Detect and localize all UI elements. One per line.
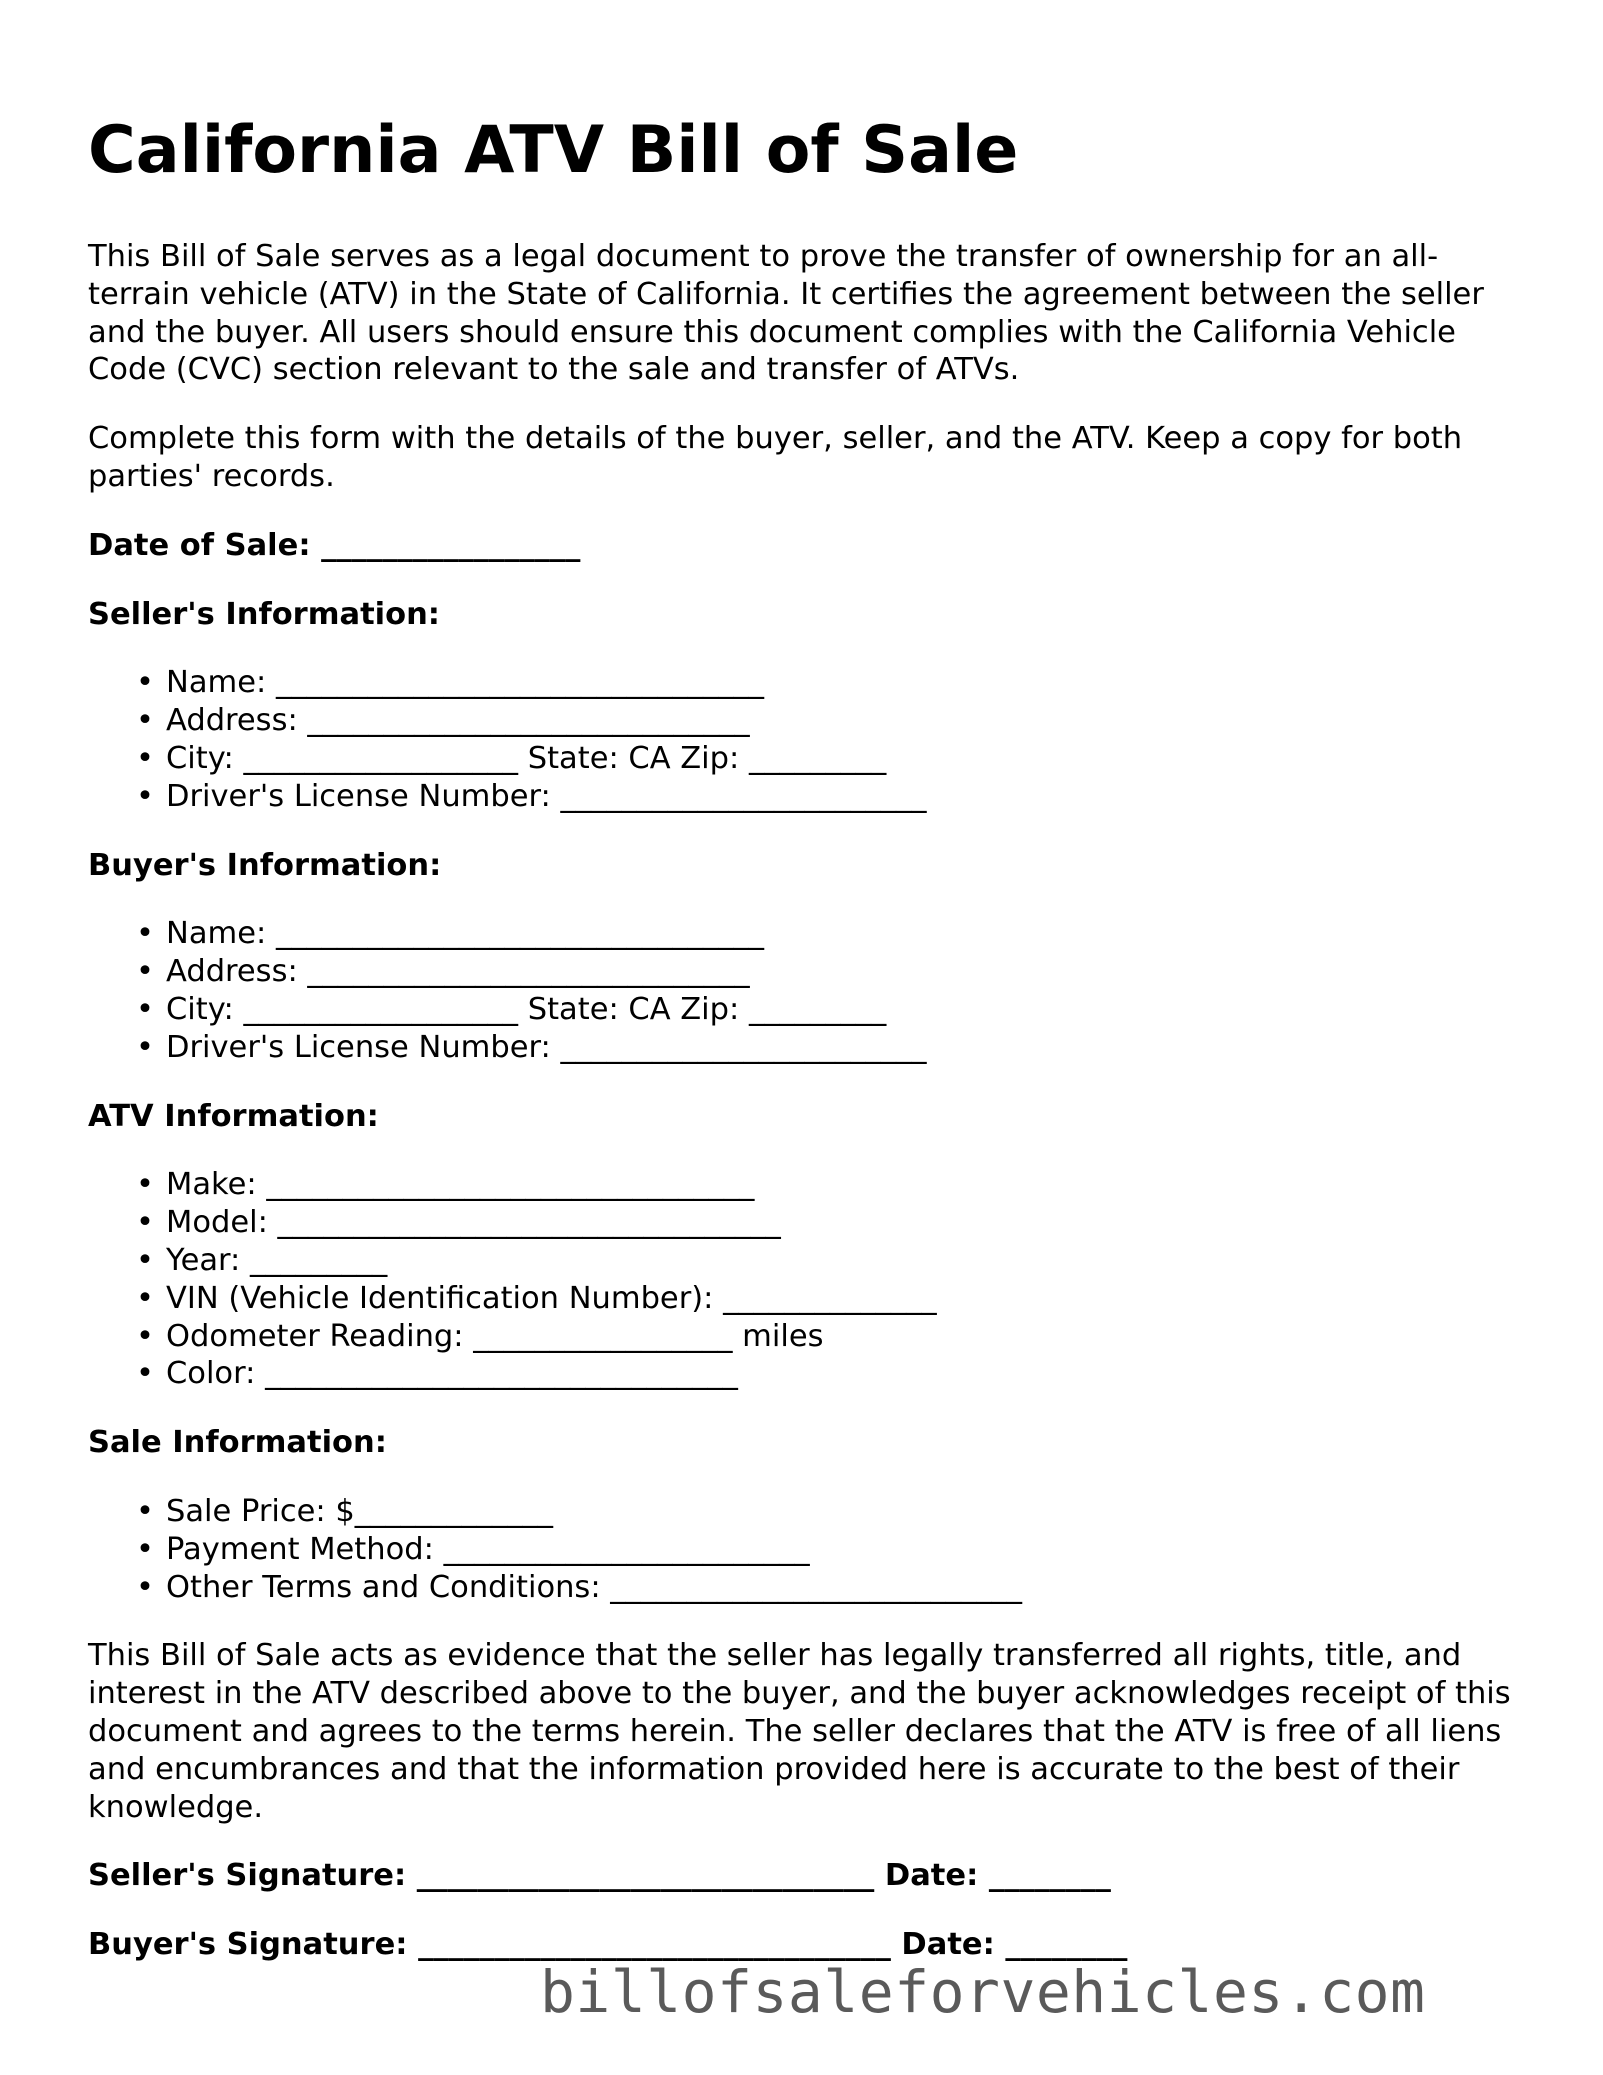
atv-odometer-field bbox=[88, 1318, 1518, 1356]
seller-address-field bbox=[88, 702, 1518, 740]
buyer-address-field bbox=[88, 953, 1518, 991]
bullet-icon: • bbox=[136, 1493, 154, 1529]
list-item-text: City: __________________ State: CA Zip: _________ bbox=[166, 740, 887, 776]
instructions-paragraph: Complete this form with the details of the buyer, seller, and the ATV. Keep a copy for both parties' records. bbox=[88, 421, 1463, 494]
buyer-info-heading: Buyer's Information: bbox=[88, 847, 442, 883]
other-terms-field bbox=[88, 1569, 1518, 1607]
bullet-icon: • bbox=[136, 1318, 154, 1354]
bullet-icon: • bbox=[136, 1167, 154, 1203]
bullet-icon: • bbox=[136, 665, 154, 701]
atv-info-list bbox=[88, 1166, 1518, 1393]
seller-info-heading: Seller's Information: bbox=[88, 596, 440, 632]
list-item-text: Odometer Reading: _________________ miles bbox=[166, 1318, 824, 1354]
list-item-text: VIN (Vehicle Identification Number): ______________ bbox=[166, 1280, 937, 1316]
seller-license-field bbox=[88, 778, 1518, 816]
bullet-icon: • bbox=[136, 1205, 154, 1241]
buyer-name-field bbox=[88, 915, 1518, 953]
intro-paragraph: This Bill of Sale serves as a legal document to prove the transfer of ownership for an all-terrain vehicle (ATV) in the State of California. It certifies the agreement between the seller and the buyer. All users should ensure this document complies with the California Vehicle Code (CVC) section relevant to the sale and transfer of ATVs. bbox=[88, 239, 1484, 388]
list-item-text: Model: _________________________________ bbox=[166, 1205, 781, 1241]
atv-info-heading: ATV Information: bbox=[88, 1098, 379, 1134]
sale-info-list bbox=[88, 1493, 1518, 1606]
buyer-city-state-zip-field bbox=[88, 991, 1518, 1029]
buyer-info-list bbox=[88, 915, 1518, 1066]
atv-year-field bbox=[88, 1242, 1518, 1280]
payment-method-field bbox=[88, 1531, 1518, 1569]
bullet-icon: • bbox=[136, 778, 154, 814]
buyer-signature-line: Buyer's Signature: _______________________________ Date: ________ bbox=[88, 1927, 1128, 1963]
date-of-sale-field: Date of Sale: _________________ bbox=[88, 527, 581, 563]
closing-paragraph: This Bill of Sale acts as evidence that the seller has legally transferred all rights, title, and interest in the ATV described above to the buyer, and the buyer acknowledges receipt of this document and agrees to the terms herein. The seller declares that the ATV is free of all liens and encumbrances and that the information provided here is accurate to the best of their knowledge. bbox=[88, 1638, 1511, 1825]
list-item-text: City: __________________ State: CA Zip: _________ bbox=[166, 991, 887, 1027]
list-item-text: Payment Method: ________________________ bbox=[166, 1531, 810, 1567]
list-item-text: Address: _____________________________ bbox=[166, 703, 750, 739]
bullet-icon: • bbox=[136, 1029, 154, 1065]
seller-info-list bbox=[88, 664, 1518, 815]
watermark: billofsaleforvehicles.com bbox=[540, 1958, 1426, 2026]
list-item-text: Address: _____________________________ bbox=[166, 954, 750, 990]
list-item-text: Sale Price: $_____________ bbox=[166, 1493, 554, 1529]
page-title: California ATV Bill of Sale bbox=[88, 113, 1019, 188]
document-page bbox=[88, 100, 1518, 1995]
list-item-text: Name: ________________________________ bbox=[166, 916, 764, 952]
bullet-icon: • bbox=[136, 703, 154, 739]
list-item-text: Other Terms and Conditions: ___________________________ bbox=[166, 1569, 1023, 1605]
list-item-text: Year: _________ bbox=[166, 1242, 388, 1278]
sale-info-heading: Sale Information: bbox=[88, 1425, 387, 1461]
bullet-icon: • bbox=[136, 991, 154, 1027]
atv-color-field bbox=[88, 1355, 1518, 1393]
bullet-icon: • bbox=[136, 740, 154, 776]
bullet-icon: • bbox=[136, 916, 154, 952]
bullet-icon: • bbox=[136, 1242, 154, 1278]
list-item-text: Name: ________________________________ bbox=[166, 665, 764, 701]
bullet-icon: • bbox=[136, 1569, 154, 1605]
atv-make-field bbox=[88, 1166, 1518, 1204]
list-item-text: Make: ________________________________ bbox=[166, 1167, 755, 1203]
seller-city-state-zip-field bbox=[88, 740, 1518, 778]
bullet-icon: • bbox=[136, 1356, 154, 1392]
buyer-license-field bbox=[88, 1029, 1518, 1067]
list-item-text: Driver's License Number: ________________________ bbox=[166, 1029, 927, 1065]
atv-model-field bbox=[88, 1204, 1518, 1242]
seller-signature-line: Seller's Signature: ______________________________ Date: ________ bbox=[88, 1858, 1111, 1894]
sale-price-field bbox=[88, 1493, 1518, 1531]
list-item-text: Color: _______________________________ bbox=[166, 1356, 738, 1392]
seller-name-field bbox=[88, 664, 1518, 702]
bullet-icon: • bbox=[136, 1531, 154, 1567]
atv-vin-field bbox=[88, 1280, 1518, 1318]
bullet-icon: • bbox=[136, 1280, 154, 1316]
list-item-text: Driver's License Number: ________________________ bbox=[166, 778, 927, 814]
bullet-icon: • bbox=[136, 954, 154, 990]
